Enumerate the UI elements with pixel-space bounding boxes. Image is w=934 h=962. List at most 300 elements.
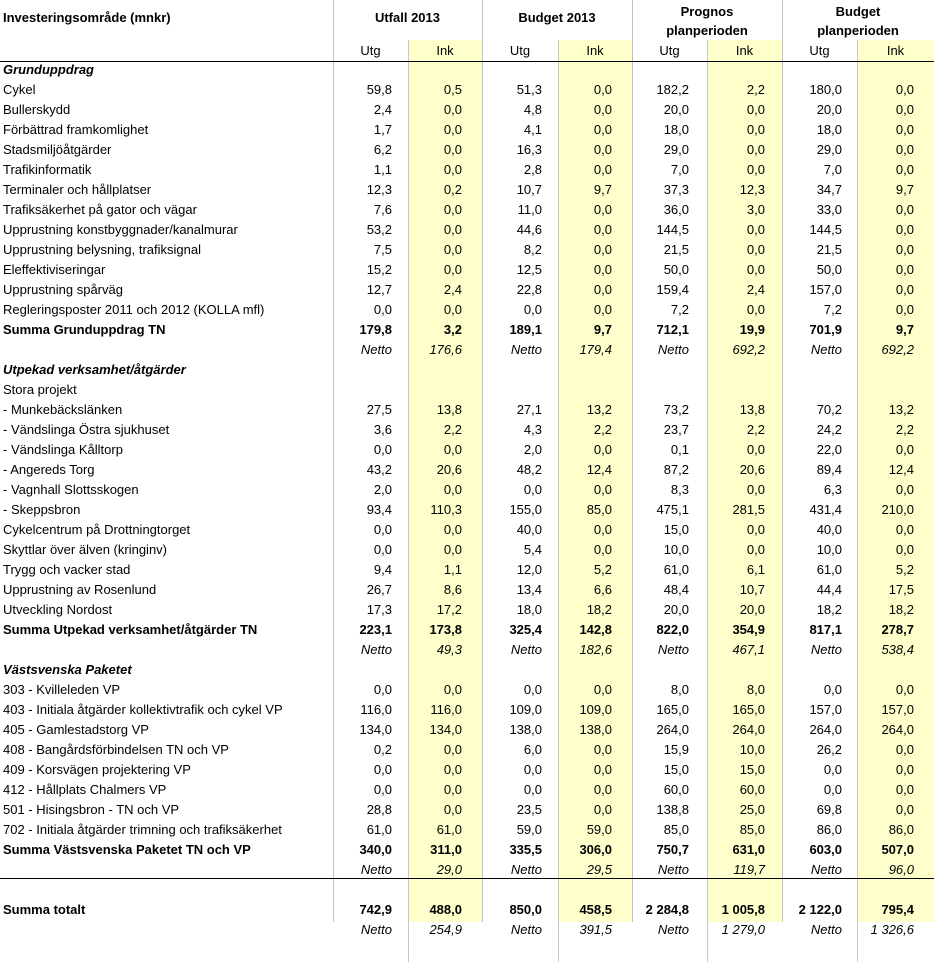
row-label: Utveckling Nordost	[3, 602, 113, 617]
table-cell: 109,0	[579, 702, 612, 717]
table-row	[0, 80, 934, 100]
table-cell: 13,4	[516, 582, 542, 597]
table-cell: 12,4	[586, 462, 612, 477]
table-cell: 6,3	[823, 482, 842, 497]
table-cell: 53,2	[366, 222, 392, 237]
group-header-budget	[482, 8, 632, 27]
table-cell: 1,7	[373, 122, 392, 137]
table-cell: 8,0	[670, 682, 689, 697]
netto-value: 254,9	[429, 922, 462, 937]
table-cell: 17,5	[888, 582, 914, 597]
row-label: Summa Utpekad verksamhet/åtgärder TN	[3, 622, 258, 637]
table-cell: 116,0	[360, 702, 392, 717]
table-cell: 12,0	[516, 562, 542, 577]
row-label: Cykelcentrum på Drottningtorget	[3, 522, 191, 537]
table-cell: 0,0	[593, 522, 612, 537]
table-cell: 0,0	[895, 282, 914, 297]
table-cell: 278,7	[881, 622, 914, 637]
table-cell: 2 284,8	[645, 902, 689, 917]
table-cell: 110,3	[430, 502, 462, 517]
table-cell: 0,0	[593, 142, 612, 157]
netto-label: Netto	[510, 862, 542, 877]
row-label: 412 - Hållplats Chalmers VP	[3, 782, 167, 797]
section-row	[0, 660, 934, 680]
table-cell: 0,0	[895, 542, 914, 557]
table-cell: 9,4	[373, 562, 392, 577]
netto-row	[0, 640, 934, 660]
table-cell: 9,7	[593, 182, 612, 197]
table-cell: 18,2	[888, 602, 914, 617]
table-cell: 0,0	[895, 522, 914, 537]
netto-value: 182,6	[579, 642, 612, 657]
table-cell: 9,7	[593, 322, 612, 337]
table-cell: 2,2	[443, 422, 462, 437]
table-cell: 0,0	[895, 202, 914, 217]
table-cell: 36,0	[663, 202, 689, 217]
row-label: - Vändslinga Kålltorp	[3, 442, 123, 457]
group-header-line: Budget	[835, 4, 881, 19]
table-cell: 60,0	[739, 782, 765, 797]
table-cell: 16,3	[516, 142, 542, 157]
table-cell: 7,2	[823, 302, 842, 317]
table-cell: 0,0	[895, 302, 914, 317]
table-cell: 0,0	[593, 282, 612, 297]
table-cell: 189,1	[509, 322, 542, 337]
table-cell: 70,2	[816, 402, 842, 417]
table-cell: 0,0	[593, 82, 612, 97]
table-cell: 50,0	[663, 262, 689, 277]
table-cell: 0,0	[443, 202, 462, 217]
table-cell: 134,0	[359, 722, 392, 737]
row-label: Stadsmiljöåtgärder	[3, 142, 112, 157]
table-cell: 59,0	[516, 822, 542, 837]
section-row	[0, 360, 934, 380]
table-cell: 0,0	[373, 302, 392, 317]
netto-value: 119,7	[733, 862, 765, 877]
table-cell: 138,8	[656, 802, 689, 817]
table-cell: 0,0	[895, 742, 914, 757]
row-label: Eleffektiviseringar	[3, 262, 106, 277]
table-cell: 86,0	[888, 822, 914, 837]
subheader-ink: Ink	[586, 43, 604, 58]
table-cell: 0,0	[746, 242, 765, 257]
table-cell: 18,0	[516, 602, 542, 617]
table-cell: 44,6	[516, 222, 542, 237]
table-row	[0, 440, 934, 460]
table-cell: 21,5	[663, 242, 689, 257]
table-cell: 26,2	[816, 742, 842, 757]
table-row	[0, 740, 934, 760]
table-cell: 44,4	[816, 582, 842, 597]
table-row	[0, 680, 934, 700]
table-cell: 50,0	[816, 262, 842, 277]
table-cell: 138,0	[579, 722, 612, 737]
table-cell: 109,0	[509, 702, 542, 717]
table-cell: 0,0	[593, 202, 612, 217]
table-cell: 18,2	[586, 602, 612, 617]
netto-label: Netto	[657, 342, 689, 357]
table-title: Investeringsområde (mnkr)	[3, 10, 171, 25]
row-label: - Vändslinga Östra sjukhuset	[3, 422, 170, 437]
group-header-line: planperioden	[817, 23, 899, 38]
table-cell: 10,0	[739, 742, 765, 757]
table-cell: 15,0	[663, 522, 689, 537]
table-cell: 5,2	[895, 562, 914, 577]
table-cell: 458,5	[579, 902, 612, 917]
table-cell: 0,2	[443, 182, 462, 197]
netto-value: 29,0	[436, 862, 462, 877]
netto-value: 176,6	[429, 342, 462, 357]
sum-row	[0, 840, 934, 860]
table-cell: 1 005,8	[721, 902, 765, 917]
table-cell: 15,0	[739, 762, 765, 777]
table-cell: 0,0	[746, 162, 765, 177]
netto-value: 538,4	[881, 642, 914, 657]
table-cell: 701,9	[809, 322, 842, 337]
netto-label: Netto	[657, 922, 689, 937]
table-row	[0, 160, 934, 180]
table-cell: 0,0	[895, 82, 914, 97]
row-label: Summa Västsvenska Paketet TN och VP	[3, 842, 251, 857]
table-cell: 0,0	[593, 442, 612, 457]
table-cell: 142,8	[579, 622, 612, 637]
table-cell: 12,4	[888, 462, 914, 477]
table-cell: 13,2	[888, 402, 914, 417]
netto-row	[0, 340, 934, 360]
group-header-utfall	[333, 8, 482, 27]
table-cell: 10,0	[816, 542, 842, 557]
table-cell: 6,1	[746, 562, 765, 577]
table-cell: 281,5	[732, 502, 765, 517]
table-cell: 17,2	[436, 602, 462, 617]
table-row	[0, 520, 934, 540]
table-cell: 33,0	[816, 202, 842, 217]
table-cell: 17,3	[366, 602, 392, 617]
table-cell: 40,0	[816, 522, 842, 537]
table-cell: 20,0	[663, 602, 689, 617]
table-cell: 3,0	[746, 202, 765, 217]
table-row	[0, 400, 934, 420]
table-cell: 6,6	[593, 582, 612, 597]
table-cell: 24,2	[816, 422, 842, 437]
subheader-utg: Utg	[509, 43, 531, 58]
table-cell: 817,1	[809, 622, 842, 637]
table-cell: 89,4	[816, 462, 842, 477]
table-cell: 173,8	[429, 622, 462, 637]
table-cell: 0,0	[746, 122, 765, 137]
table-row	[0, 420, 934, 440]
table-row	[0, 780, 934, 800]
table-cell: 179,8	[359, 322, 392, 337]
table-cell: 8,3	[670, 482, 689, 497]
table-cell: 750,7	[656, 842, 689, 857]
table-cell: 0,0	[443, 522, 462, 537]
table-row	[0, 820, 934, 840]
table-cell: 0,0	[523, 782, 542, 797]
table-cell: 0,0	[746, 482, 765, 497]
table-cell: 0,0	[895, 802, 914, 817]
netto-value: 49,3	[436, 642, 462, 657]
row-label: 501 - Hisingsbron - TN och VP	[3, 802, 180, 817]
netto-label: Netto	[360, 922, 392, 937]
table-row	[0, 800, 934, 820]
table-cell: 0,0	[593, 742, 612, 757]
row-label: Terminaler och hållplatser	[3, 182, 152, 197]
table-row	[0, 480, 934, 500]
table-row	[0, 280, 934, 300]
table-cell: 18,2	[816, 602, 842, 617]
table-row	[0, 240, 934, 260]
table-cell: 0,0	[593, 162, 612, 177]
row-label: - Vagnhall Slottsskogen	[3, 482, 139, 497]
table-cell: 138,0	[509, 722, 542, 737]
table-cell: 85,0	[739, 822, 765, 837]
table-cell: 12,3	[366, 182, 392, 197]
table-cell: 61,0	[436, 822, 462, 837]
table-cell: 18,0	[816, 122, 842, 137]
table-row	[0, 760, 934, 780]
table-cell: 48,2	[516, 462, 542, 477]
row-label: Trafiksäkerhet på gator och vägar	[3, 202, 197, 217]
table-cell: 0,0	[523, 302, 542, 317]
table-cell: 4,8	[523, 102, 542, 117]
table-cell: 8,2	[523, 242, 542, 257]
table-cell: 2,0	[373, 482, 392, 497]
table-row	[0, 380, 934, 400]
table-cell: 795,4	[881, 902, 914, 917]
row-label: - Munkebäckslänken	[3, 402, 123, 417]
table-cell: 488,0	[429, 902, 462, 917]
table-cell: 2,4	[746, 282, 765, 297]
table-cell: 5,2	[593, 562, 612, 577]
row-label: Grunduppdrag	[3, 62, 94, 77]
table-cell: 18,0	[663, 122, 689, 137]
table-cell: 0,0	[443, 742, 462, 757]
table-row	[0, 140, 934, 160]
table-cell: 264,0	[656, 722, 689, 737]
table-cell: 0,0	[443, 782, 462, 797]
table-cell: 1,1	[443, 562, 462, 577]
table-cell: 0,0	[443, 442, 462, 457]
table-cell: 48,4	[663, 582, 689, 597]
table-cell: 10,7	[739, 582, 765, 597]
group-header-prognos	[632, 2, 782, 40]
table-cell: 0,1	[670, 442, 689, 457]
table-cell: 20,0	[816, 102, 842, 117]
table-cell: 182,2	[656, 82, 689, 97]
table-cell: 0,0	[823, 762, 842, 777]
table-cell: 0,0	[593, 302, 612, 317]
group-header-line: Utfall 2013	[374, 10, 441, 25]
table-cell: 0,0	[373, 442, 392, 457]
table-cell: 210,0	[881, 502, 914, 517]
row-label: 303 - Kvilleleden VP	[3, 682, 121, 697]
row-label: 702 - Initiala åtgärder trimning och trafiksäkerhet	[3, 822, 282, 837]
row-label: Utpekad verksamhet/åtgärder	[3, 362, 186, 377]
table-cell: 0,0	[895, 762, 914, 777]
subheader-utg: Utg	[809, 43, 830, 58]
row-label: 409 - Korsvägen projektering VP	[3, 762, 191, 777]
table-cell: 0,0	[746, 442, 765, 457]
group-header-line: Budget 2013	[518, 10, 596, 25]
table-cell: 165,0	[656, 702, 689, 717]
table-cell: 264,0	[881, 722, 914, 737]
table-cell: 29,0	[816, 142, 842, 157]
table-row	[0, 500, 934, 520]
row-label: Trygg och vacker stad	[3, 562, 131, 577]
table-cell: 15,9	[663, 742, 689, 757]
table-cell: 20,6	[436, 462, 462, 477]
netto-label: Netto	[360, 642, 392, 657]
table-cell: 0,0	[523, 762, 542, 777]
table-cell: 0,0	[895, 442, 914, 457]
table-cell: 631,0	[732, 842, 765, 857]
table-cell: 0,0	[895, 122, 914, 137]
table-cell: 0,0	[593, 482, 612, 497]
netto-label: Netto	[810, 342, 842, 357]
subheader-ink: Ink	[436, 43, 454, 58]
table-cell: 264,0	[809, 722, 842, 737]
table-cell: 13,8	[436, 402, 462, 417]
table-cell: 159,4	[656, 282, 689, 297]
table-row	[0, 720, 934, 740]
table-cell: 507,0	[881, 842, 914, 857]
table-row	[0, 180, 934, 200]
table-cell: 10,0	[663, 542, 689, 557]
table-cell: 6,2	[373, 142, 392, 157]
table-cell: 12,7	[366, 282, 392, 297]
table-cell: 0,0	[523, 482, 542, 497]
netto-row	[0, 860, 934, 880]
table-cell: 306,0	[579, 842, 612, 857]
row-label: Skyttlar över älven (kringinv)	[3, 542, 167, 557]
table-cell: 0,0	[746, 522, 765, 537]
table-cell: 0,0	[593, 242, 612, 257]
table-cell: 10,7	[516, 182, 542, 197]
table-cell: 29,0	[663, 142, 689, 157]
table-cell: 0,0	[443, 302, 462, 317]
table-cell: 23,7	[663, 422, 689, 437]
table-row	[0, 540, 934, 560]
table-cell: 0,0	[443, 242, 462, 257]
table-cell: 13,2	[586, 402, 612, 417]
netto-value: 29,5	[586, 862, 612, 877]
table-cell: 0,0	[823, 782, 842, 797]
table-cell: 155,0	[509, 502, 542, 517]
table-cell: 12,3	[739, 182, 765, 197]
table-cell: 0,0	[746, 542, 765, 557]
table-cell: 2,4	[373, 102, 392, 117]
table-cell: 25,0	[739, 802, 765, 817]
row-label: 403 - Initiala åtgärder kollektivtrafik och cykel VP	[3, 702, 283, 717]
table-cell: 0,0	[373, 762, 392, 777]
table-cell: 431,4	[809, 502, 842, 517]
row-label: Cykel	[3, 82, 36, 97]
table-cell: 0,0	[895, 782, 914, 797]
table-cell: 15,0	[663, 762, 689, 777]
table-cell: 2,2	[895, 422, 914, 437]
table-cell: 0,0	[593, 262, 612, 277]
table-cell: 0,0	[443, 222, 462, 237]
table-cell: 157,0	[881, 702, 914, 717]
table-cell: 0,5	[443, 82, 462, 97]
netto-label: Netto	[360, 342, 392, 357]
table-cell: 2,0	[523, 442, 542, 457]
netto-value: 1 279,0	[721, 922, 765, 937]
table-cell: 0,0	[593, 782, 612, 797]
table-cell: 325,4	[509, 622, 542, 637]
table-cell: 20,0	[663, 102, 689, 117]
table-cell: 43,2	[366, 462, 392, 477]
netto-row	[0, 920, 934, 940]
table-cell: 93,4	[366, 502, 392, 517]
table-row	[0, 560, 934, 580]
table-cell: 3,2	[443, 322, 462, 337]
table-cell: 2,8	[523, 162, 542, 177]
netto-label: Netto	[510, 342, 542, 357]
table-cell: 157,0	[809, 702, 842, 717]
table-cell: 0,0	[443, 142, 462, 157]
table-cell: 22,0	[816, 442, 842, 457]
subheader-utg: Utg	[360, 43, 381, 58]
table-cell: 0,0	[443, 762, 462, 777]
sum-row	[0, 320, 934, 340]
table-cell: 0,0	[443, 482, 462, 497]
row-label: 408 - Bangårdsförbindelsen TN och VP	[3, 742, 229, 757]
row-label: Regleringsposter 2011 och 2012 (KOLLA mfl)	[3, 302, 265, 317]
table-cell: 87,2	[663, 462, 689, 477]
table-cell: 0,0	[593, 682, 612, 697]
table-cell: 2 122,0	[798, 902, 842, 917]
table-cell: 0,0	[593, 122, 612, 137]
table-cell: 26,7	[366, 582, 392, 597]
row-label: Upprustning konstbyggnader/kanalmurar	[3, 222, 238, 237]
table-row	[0, 700, 934, 720]
sum-row	[0, 900, 934, 920]
table-row	[0, 600, 934, 620]
table-row	[0, 200, 934, 220]
table-row	[0, 300, 934, 320]
table-cell: 13,8	[739, 402, 765, 417]
table-cell: 22,8	[516, 282, 542, 297]
table-cell: 0,0	[895, 102, 914, 117]
table-cell: 116,0	[430, 702, 462, 717]
table-cell: 7,6	[373, 202, 392, 217]
netto-label: Netto	[657, 862, 689, 877]
table-cell: 61,0	[366, 822, 392, 837]
table-cell: 2,2	[746, 82, 765, 97]
table-cell: 0,0	[746, 222, 765, 237]
table-cell: 0,0	[443, 122, 462, 137]
table-cell: 59,8	[366, 82, 392, 97]
table-cell: 19,9	[739, 322, 765, 337]
table-cell: 7,0	[670, 162, 689, 177]
table-cell: 34,7	[816, 182, 842, 197]
row-label: Upprustning spårväg	[3, 282, 123, 297]
table-cell: 6,0	[523, 742, 542, 757]
table-cell: 850,0	[509, 902, 542, 917]
table-cell: 37,3	[663, 182, 689, 197]
table-cell: 0,0	[373, 522, 392, 537]
netto-value: 467,1	[732, 642, 765, 657]
table-cell: 0,0	[443, 682, 462, 697]
group-header-line: planperioden	[666, 23, 748, 38]
netto-value: 391,5	[579, 922, 612, 937]
group-header-budget-plan	[782, 2, 934, 40]
row-label: 405 - Gamlestadstorg VP	[3, 722, 149, 737]
table-row	[0, 120, 934, 140]
table-cell: 15,2	[366, 262, 392, 277]
